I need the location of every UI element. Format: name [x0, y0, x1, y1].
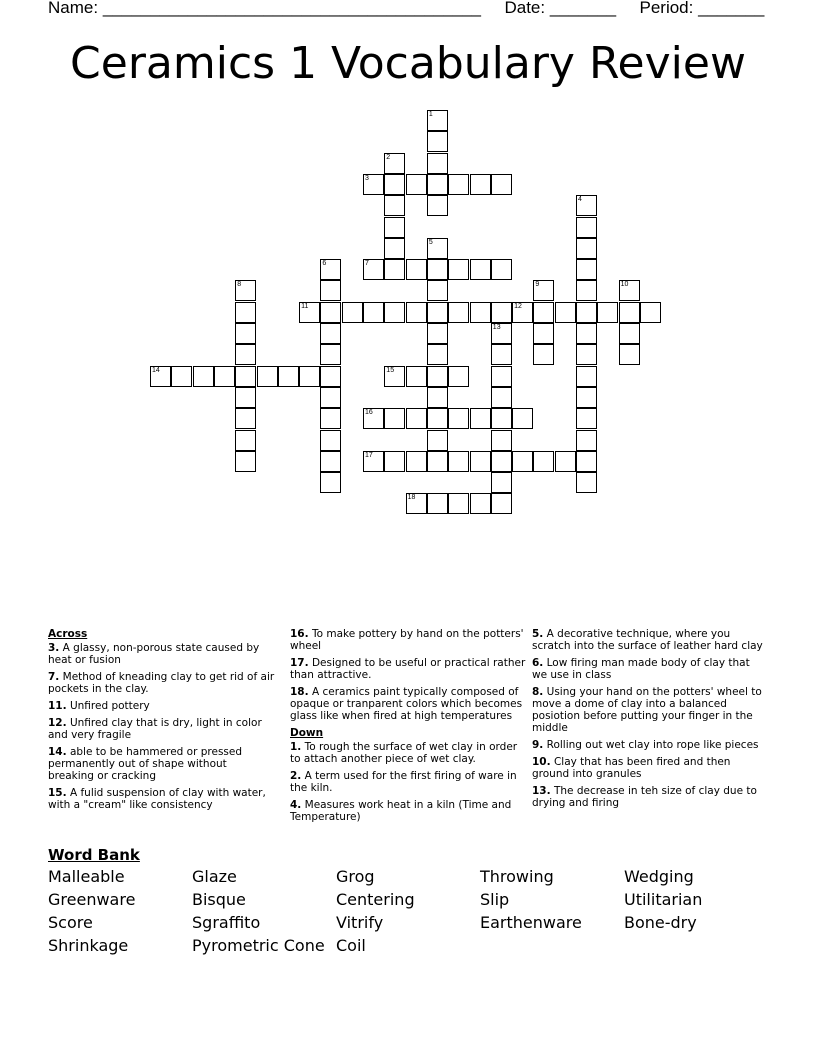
clue-text: Low firing man made body of clay that we use in class: [532, 657, 750, 681]
crossword-cell[interactable]: [384, 174, 405, 195]
clue-number: 7: [365, 260, 369, 268]
clue-item: [290, 770, 526, 794]
crossword-cell[interactable]: [384, 153, 405, 174]
clue-item: [48, 642, 276, 666]
clue-item: [532, 756, 768, 780]
clue-number: 16: [365, 409, 373, 417]
crossword-cell[interactable]: [576, 366, 597, 387]
clue-num: 18.: [290, 686, 309, 698]
crossword-cell[interactable]: [384, 259, 405, 280]
clue-number: 9: [535, 281, 540, 289]
clue-item: [532, 686, 768, 734]
word-bank-item: Glaze: [192, 867, 237, 886]
crossword-cell[interactable]: [257, 366, 278, 387]
crossword-cell[interactable]: [406, 493, 427, 514]
clue-num: 15.: [48, 787, 67, 799]
word-bank-item: Coil: [336, 936, 366, 955]
crossword-cell[interactable]: [427, 366, 448, 387]
clue-num: 3.: [48, 642, 60, 654]
crossword-cell[interactable]: [470, 174, 491, 195]
crossword-cell[interactable]: [193, 366, 214, 387]
crossword-cell[interactable]: [406, 174, 427, 195]
word-bank-item: Bisque: [192, 890, 246, 909]
clue-number: 14: [152, 366, 160, 374]
crossword-cell[interactable]: [320, 259, 341, 280]
clue-text: Unfired clay that is dry, light in color and very fragile: [48, 717, 262, 741]
crossword-cell[interactable]: [320, 344, 341, 365]
clue-number: 4: [578, 196, 582, 204]
clue-item: [532, 657, 768, 681]
crossword-cell[interactable]: [576, 217, 597, 238]
word-bank-item: Malleable: [48, 867, 125, 886]
clue-item: [48, 671, 276, 695]
crossword-cell[interactable]: [406, 366, 427, 387]
crossword-cell[interactable]: [320, 323, 341, 344]
crossword-cell[interactable]: [427, 323, 448, 344]
crossword-cell[interactable]: [320, 451, 341, 472]
clue-num: 16.: [290, 628, 309, 640]
crossword-cell[interactable]: [427, 195, 448, 216]
crossword-cell[interactable]: [491, 344, 512, 365]
crossword-cell[interactable]: [406, 408, 427, 429]
crossword-cell[interactable]: [363, 408, 384, 429]
crossword-cell[interactable]: [619, 302, 640, 323]
crossword-cell[interactable]: [214, 366, 235, 387]
word-bank-item: Earthenware: [480, 913, 582, 932]
clue-text: Measures work heat in a kiln (Time and Temperature): [290, 799, 512, 823]
clue-num: 7.: [48, 671, 60, 683]
crossword-cell[interactable]: [576, 259, 597, 280]
crossword-cell[interactable]: [512, 408, 533, 429]
clue-item: [290, 741, 526, 765]
crossword-cell[interactable]: [427, 344, 448, 365]
word-bank-item: Greenware: [48, 890, 136, 909]
clue-text: Unfired pottery: [66, 700, 150, 712]
clue-num: 5.: [532, 628, 544, 640]
crossword-cell[interactable]: [320, 302, 341, 323]
crossword-cell[interactable]: [576, 430, 597, 451]
crossword-cell[interactable]: [384, 366, 405, 387]
crossword-cell[interactable]: [235, 323, 256, 344]
crossword-cell[interactable]: [427, 238, 448, 259]
crossword-cell[interactable]: [320, 280, 341, 301]
crossword-cell[interactable]: [406, 451, 427, 472]
crossword-cell[interactable]: [640, 302, 661, 323]
clue-text: A term used for the first firing of ware in the kiln.: [290, 770, 517, 794]
crossword-cell[interactable]: [427, 280, 448, 301]
crossword-cell[interactable]: [299, 302, 320, 323]
clue-text: To make pottery by hand on the potters' wheel: [290, 628, 524, 652]
word-bank-item: Score: [48, 913, 93, 932]
crossword-cell[interactable]: [427, 430, 448, 451]
crossword-cell[interactable]: [363, 174, 384, 195]
crossword-cell[interactable]: [235, 280, 256, 301]
clue-num: 6.: [532, 657, 544, 669]
clue-num: 13.: [532, 785, 551, 797]
clue-item: [290, 799, 526, 823]
clue-text: Rolling out wet clay into rope like pieces: [543, 739, 759, 751]
crossword-cell[interactable]: [448, 302, 469, 323]
page-title: Ceramics 1 Vocabulary Review: [70, 38, 746, 89]
clue-number: 10: [620, 281, 629, 289]
crossword-cell[interactable]: [427, 174, 448, 195]
word-bank-item: Throwing: [480, 867, 554, 886]
crossword-cell[interactable]: [491, 259, 512, 280]
clue-number: 6: [322, 260, 327, 268]
crossword-cell[interactable]: [512, 302, 533, 323]
clue-item: [532, 739, 768, 751]
clue-item: [48, 746, 276, 782]
crossword-cell[interactable]: [448, 259, 469, 280]
word-bank-item: Grog: [336, 867, 375, 886]
crossword-cell[interactable]: [299, 366, 320, 387]
clue-number: 11: [301, 302, 309, 310]
word-bank-item: Shrinkage: [48, 936, 129, 955]
name-blank[interactable]: ________________________________________: [102, 0, 481, 17]
word-bank-item: Pyrometric Cone: [192, 936, 325, 955]
crossword-cell[interactable]: [448, 451, 469, 472]
crossword-cell[interactable]: [576, 280, 597, 301]
crossword-cell[interactable]: [576, 472, 597, 493]
crossword-cell[interactable]: [427, 408, 448, 429]
clue-num: 9.: [532, 739, 544, 751]
crossword-cell[interactable]: [150, 366, 171, 387]
crossword-cell[interactable]: [576, 195, 597, 216]
crossword-cell[interactable]: [342, 302, 363, 323]
crossword-cell[interactable]: [597, 302, 618, 323]
clue-text: Method of kneading clay to get rid of air pockets in the clay.: [48, 671, 275, 695]
clue-num: 14.: [48, 746, 67, 758]
period-blank[interactable]: _______: [698, 0, 765, 17]
crossword-cell[interactable]: [427, 387, 448, 408]
crossword-cell[interactable]: [320, 387, 341, 408]
clue-num: 10.: [532, 756, 551, 768]
crossword-cell[interactable]: [491, 408, 512, 429]
crossword-cell[interactable]: [384, 238, 405, 259]
crossword-cell[interactable]: [491, 366, 512, 387]
crossword-cell[interactable]: [235, 430, 256, 451]
clue-item: [290, 686, 526, 722]
crossword-cell[interactable]: [576, 387, 597, 408]
clue-item: [290, 628, 526, 652]
crossword-cell[interactable]: [427, 302, 448, 323]
clue-text: able to be hammered or pressed permanently out of shape without breaking or cracking: [48, 746, 243, 782]
clue-number: 1: [428, 111, 433, 118]
crossword-cell[interactable]: [235, 366, 256, 387]
crossword-cell[interactable]: [448, 366, 469, 387]
crossword-cell[interactable]: [427, 451, 448, 472]
crossword-cell[interactable]: [384, 451, 405, 472]
word-bank-item: Centering: [336, 890, 415, 909]
crossword-cell[interactable]: [448, 408, 469, 429]
crossword-cell[interactable]: [491, 451, 512, 472]
word-bank-item: Utilitarian: [624, 890, 703, 909]
clue-num: 12.: [48, 717, 67, 729]
crossword-cell[interactable]: [406, 302, 427, 323]
across-heading: Across: [48, 628, 88, 640]
crossword-cell[interactable]: [533, 323, 554, 344]
clues-column-3: [532, 628, 768, 814]
crossword-cell[interactable]: [576, 451, 597, 472]
clue-number: 8: [237, 281, 242, 289]
crossword-cell[interactable]: [448, 174, 469, 195]
clue-text: To rough the surface of wet clay in order to attach another piece of wet clay.: [290, 741, 518, 765]
clue-num: 11.: [48, 700, 67, 712]
crossword-cell[interactable]: [555, 302, 576, 323]
word-bank-heading: Word Bank: [48, 846, 140, 864]
word-bank-item: Bone-dry: [624, 913, 697, 932]
clue-text: Using your hand on the potters' wheel to move a dome of clay into a balanced posiotion before putting your finger in the middle: [532, 686, 762, 734]
crossword-cell[interactable]: [470, 451, 491, 472]
crossword-cell[interactable]: [491, 174, 512, 195]
crossword-cell[interactable]: [384, 217, 405, 238]
crossword-cell[interactable]: [320, 408, 341, 429]
crossword-cell[interactable]: [533, 302, 554, 323]
crossword-cell[interactable]: [427, 493, 448, 514]
crossword-cell[interactable]: [619, 280, 640, 301]
clue-text: A ceramics paint typically composed of opaque or tranparent colors which becomes glass like when fired at high temperatures: [290, 686, 523, 722]
clue-item: [532, 628, 768, 652]
crossword-cell[interactable]: [576, 238, 597, 259]
clue-num: 17.: [290, 657, 309, 669]
clue-num: 4.: [290, 799, 302, 811]
crossword-cell[interactable]: [576, 323, 597, 344]
clues-column-1: [48, 628, 276, 816]
clue-text: A glassy, non-porous state caused by heat or fusion: [48, 642, 260, 666]
crossword-cell[interactable]: [427, 153, 448, 174]
clue-text: Designed to be useful or practical rather than attractive.: [290, 657, 526, 681]
name-label: Name:: [48, 0, 99, 17]
word-bank-item: Sgraffito: [192, 913, 261, 932]
clue-item: [532, 785, 768, 809]
clue-text: A fulid suspension of clay with water, with a "cream" like consistency: [48, 787, 266, 811]
clue-num: 1.: [290, 741, 302, 753]
clue-number: 15: [386, 366, 395, 374]
crossword-cell[interactable]: [470, 259, 491, 280]
clue-number: 2: [386, 153, 391, 161]
crossword-cell[interactable]: [619, 344, 640, 365]
crossword-cell[interactable]: [491, 430, 512, 451]
crossword-cell[interactable]: [427, 131, 448, 152]
crossword-cell[interactable]: [555, 451, 576, 472]
crossword-cell[interactable]: [448, 493, 469, 514]
date-blank[interactable]: _______: [549, 0, 617, 17]
crossword-cell[interactable]: [406, 259, 427, 280]
crossword-cell[interactable]: [171, 366, 192, 387]
crossword-cell[interactable]: [278, 366, 299, 387]
crossword-cell[interactable]: [576, 344, 597, 365]
clue-text: The decrease in teh size of clay due to drying and firing: [532, 785, 757, 809]
crossword-cell[interactable]: [533, 280, 554, 301]
crossword-cell[interactable]: [363, 259, 384, 280]
clue-number: 13: [492, 324, 501, 331]
date-label: Date:: [504, 0, 546, 17]
crossword-cell[interactable]: [576, 408, 597, 429]
crossword-cell[interactable]: [491, 472, 512, 493]
crossword-cell[interactable]: [235, 387, 256, 408]
clue-text: Clay that has been fired and then ground into granules: [532, 756, 731, 780]
crossword-cell[interactable]: [470, 493, 491, 514]
crossword-cell[interactable]: [533, 451, 554, 472]
crossword-cell[interactable]: [363, 302, 384, 323]
crossword-cell[interactable]: [320, 366, 341, 387]
crossword-cell[interactable]: [491, 387, 512, 408]
clue-num: 2.: [290, 770, 302, 782]
crossword-cell[interactable]: [384, 195, 405, 216]
clue-item: [48, 717, 276, 741]
crossword-cell[interactable]: [491, 302, 512, 323]
crossword-cell[interactable]: [576, 302, 597, 323]
crossword-cell[interactable]: [235, 344, 256, 365]
clue-number: 17: [365, 451, 373, 459]
crossword-cell[interactable]: [235, 302, 256, 323]
crossword-cell[interactable]: [363, 451, 384, 472]
crossword-cell[interactable]: [427, 259, 448, 280]
clue-item: [48, 700, 276, 712]
crossword-cell[interactable]: [619, 323, 640, 344]
crossword-cell[interactable]: [320, 430, 341, 451]
crossword-cell[interactable]: [235, 451, 256, 472]
clues-column-2: [290, 628, 526, 828]
crossword-cell[interactable]: [470, 408, 491, 429]
down-heading: Down: [290, 727, 324, 739]
word-bank-item: Slip: [480, 890, 510, 909]
crossword-cell[interactable]: [470, 302, 491, 323]
crossword-cell[interactable]: [384, 302, 405, 323]
period-label: Period:: [639, 0, 694, 17]
clue-number: 3: [365, 174, 369, 182]
crossword-cell[interactable]: [533, 344, 554, 365]
crossword-cell[interactable]: [491, 493, 512, 514]
crossword-cell[interactable]: [235, 408, 256, 429]
crossword-cell[interactable]: [320, 472, 341, 493]
clue-item: [290, 657, 526, 681]
clue-number: 18: [407, 494, 416, 502]
crossword-cell[interactable]: [427, 110, 448, 131]
clue-num: 8.: [532, 686, 544, 698]
clue-number: 12: [514, 302, 522, 310]
clue-text: A decorative technique, where you scratch into the surface of leather hard clay: [532, 628, 763, 652]
clue-number: 5: [428, 238, 433, 246]
crossword-cell[interactable]: [384, 408, 405, 429]
crossword-cell[interactable]: [491, 323, 512, 344]
word-bank-item: Wedging: [624, 867, 694, 886]
word-bank-item: Vitrify: [336, 913, 384, 932]
crossword-cell[interactable]: [512, 451, 533, 472]
clue-item: [48, 787, 276, 811]
